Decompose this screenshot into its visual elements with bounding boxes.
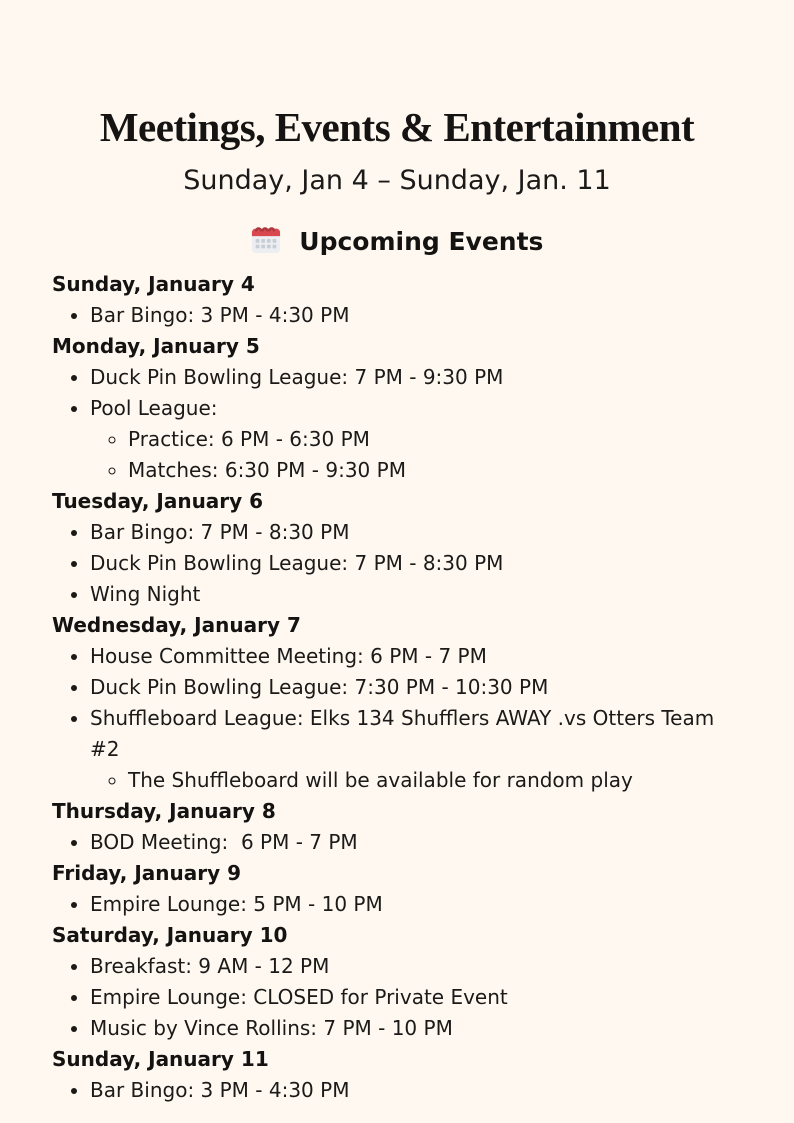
event-text: Bar Bingo: 3 PM - 4:30 PM <box>90 1078 350 1102</box>
day-header: Monday, January 5 <box>52 334 260 358</box>
day-header: Saturday, January 10 <box>52 923 288 947</box>
event-text: Shuffleboard League: Elks 134 Shufflers AWAY .vs Otters Team #2 <box>90 706 721 761</box>
events-list <box>0 269 794 1106</box>
sub-event-item <box>128 765 746 796</box>
day-event-list <box>52 300 746 331</box>
event-text: Music by Vince Rollins: 7 PM - 10 PM <box>90 1016 453 1040</box>
event-text: Duck Pin Bowling League: 7:30 PM - 10:30 PM <box>90 675 549 699</box>
event-text: Empire Lounge: CLOSED for Private Event <box>90 985 508 1009</box>
event-text: BOD Meeting: 6 PM - 7 PM <box>90 830 358 854</box>
page-title: Meetings, Events & Entertainment <box>99 104 695 150</box>
event-text: House Committee Meeting: 6 PM - 7 PM <box>90 644 487 668</box>
event-text: Duck Pin Bowling League: 7 PM - 8:30 PM <box>90 551 504 575</box>
event-item <box>90 703 746 796</box>
event-item <box>90 393 746 486</box>
event-text: Wing Night <box>90 582 201 606</box>
spiral-calendar-icon <box>251 222 281 264</box>
event-item <box>90 579 746 610</box>
day-header: Friday, January 9 <box>52 861 242 885</box>
event-item <box>90 641 746 672</box>
day-header: Tuesday, January 6 <box>52 489 264 513</box>
sub-event-list <box>90 424 746 486</box>
event-item <box>90 982 746 1013</box>
event-item <box>90 1075 746 1106</box>
day-event-list <box>52 362 746 486</box>
event-item <box>90 672 746 703</box>
sub-event-list <box>90 765 746 796</box>
event-item <box>90 889 746 920</box>
section-heading <box>0 222 794 264</box>
event-text: Bar Bingo: 3 PM - 4:30 PM <box>90 303 350 327</box>
event-text: Empire Lounge: 5 PM - 10 PM <box>90 892 383 916</box>
event-item <box>90 951 746 982</box>
day-header: Sunday, January 4 <box>52 272 255 296</box>
event-item <box>90 1013 746 1044</box>
sub-event-item <box>128 424 746 455</box>
day-event-list <box>52 517 746 610</box>
day-header: Sunday, January 11 <box>52 1047 269 1071</box>
event-item <box>90 827 746 858</box>
page-subtitle: Sunday, Jan 4 – Sunday, Jan. 11 <box>183 165 611 196</box>
sub-event-text: Practice: 6 PM - 6:30 PM <box>128 427 370 451</box>
day-event-list <box>52 889 746 920</box>
day-event-list <box>52 827 746 858</box>
event-text: Breakfast: 9 AM - 12 PM <box>90 954 330 978</box>
event-item <box>90 548 746 579</box>
event-text: Bar Bingo: 7 PM - 8:30 PM <box>90 520 350 544</box>
day-header: Wednesday, January 7 <box>52 613 301 637</box>
sub-event-text: The Shuffleboard will be available for random play <box>128 768 633 792</box>
event-text: Pool League: <box>90 396 218 420</box>
sub-event-text: Matches: 6:30 PM - 9:30 PM <box>128 458 406 482</box>
day-header: Thursday, January 8 <box>52 799 276 823</box>
event-text: Duck Pin Bowling League: 7 PM - 9:30 PM <box>90 365 504 389</box>
section-heading-text: Upcoming Events <box>299 227 544 256</box>
day-event-list <box>52 641 746 796</box>
event-item <box>90 300 746 331</box>
day-event-list <box>52 951 746 1044</box>
event-item <box>90 517 746 548</box>
event-item <box>90 362 746 393</box>
sub-event-item <box>128 455 746 486</box>
day-event-list <box>52 1075 746 1106</box>
